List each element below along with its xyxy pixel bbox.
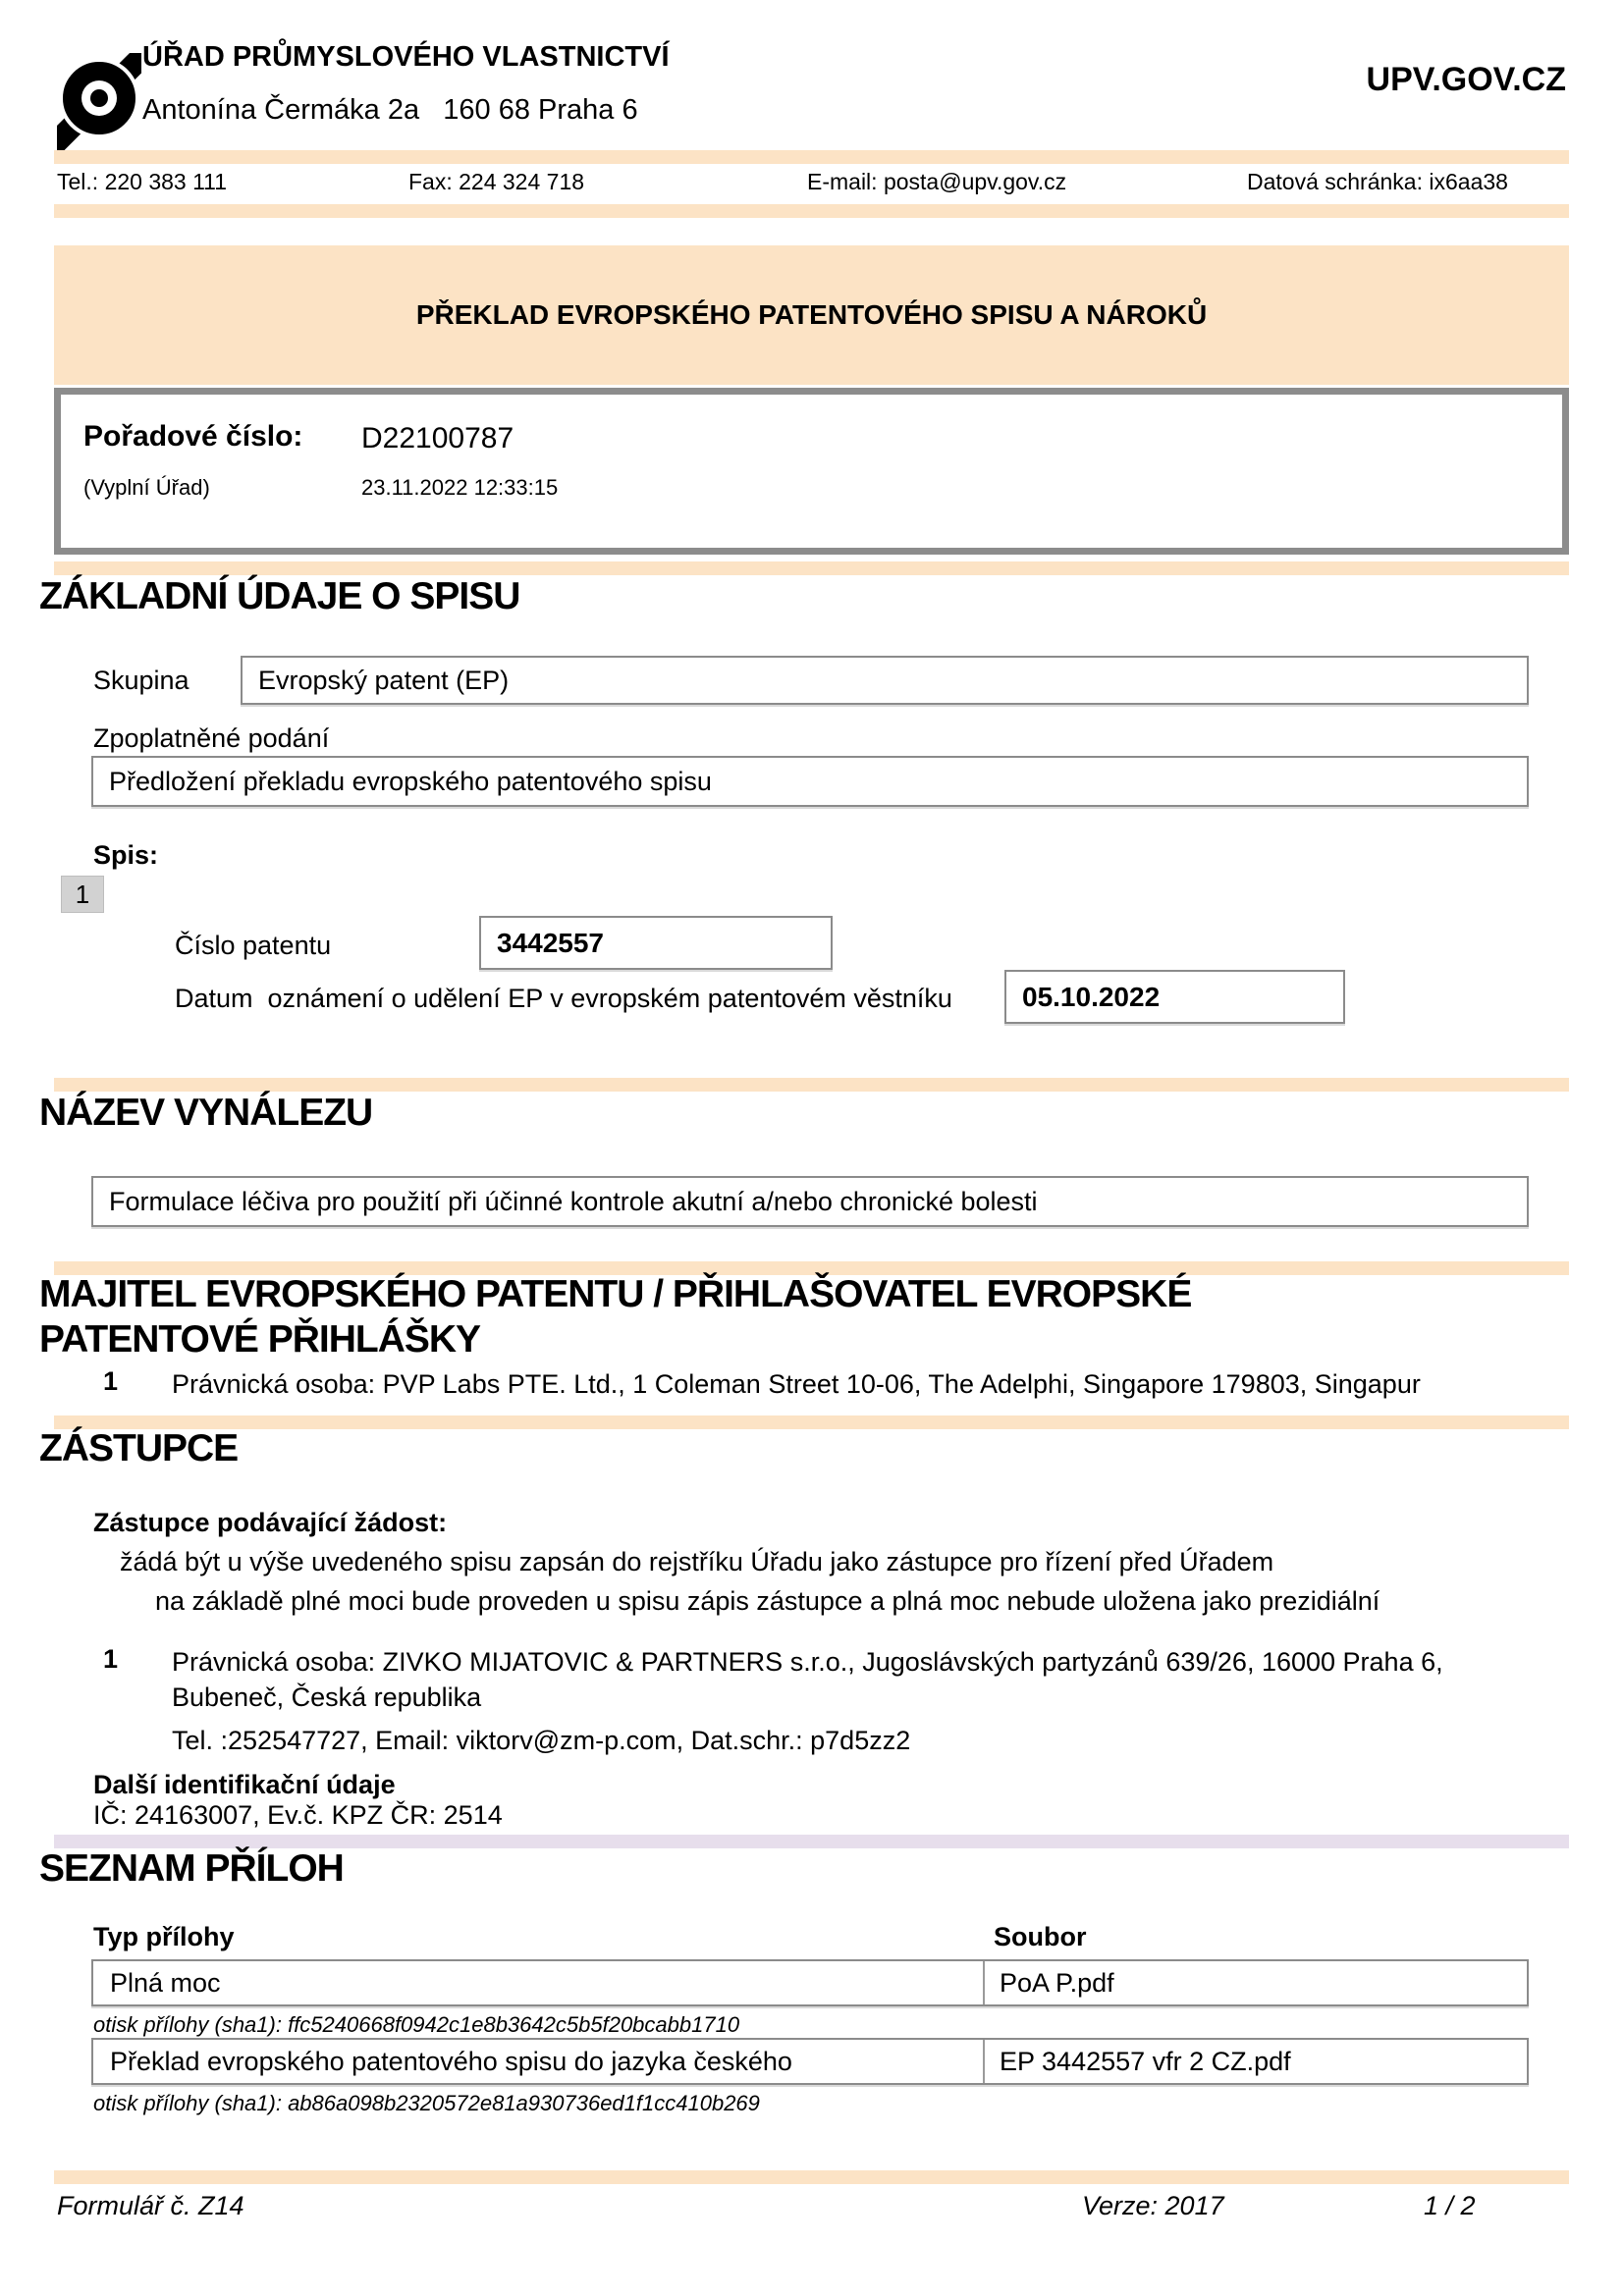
footer-page-number: 1 / 2 (1424, 2191, 1476, 2220)
form-title-banner (54, 245, 1569, 385)
grant-date-value: 05.10.2022 (1022, 981, 1161, 1012)
grant-date-field[interactable] (1004, 970, 1345, 1024)
basic-section-heading: ZÁKLADNÍ ÚDAJE O SPISU (39, 575, 520, 617)
spis-label: Spis: (93, 840, 159, 870)
serial-number-value: D22100787 (361, 422, 514, 454)
attachment-type-cell: Plná moc (93, 1961, 985, 2004)
fee-submission-label: Zpoplatněné podání (93, 723, 330, 753)
attachment-file-cell[interactable]: PoA P.pdf (1000, 1967, 1114, 1998)
representative-section-heading: ZÁSTUPCE (39, 1427, 239, 1469)
office-fills-note: (Vyplní Úřad) (83, 475, 210, 500)
section-bar-representative (54, 1415, 1569, 1429)
section-bar-attachments (54, 1835, 1569, 1848)
header-divider-bar-bottom (54, 204, 1569, 218)
representative-request-line1: žádá být u výše uvedeného spisu zapsán do rejstříku Úřadu jako zástupce pro řízení před Úřadem (120, 1547, 1274, 1576)
group-value: Evropský patent (EP) (258, 665, 510, 695)
patent-number-label: Číslo patentu (175, 931, 332, 960)
contact-tel: Tel.: 220 383 111 (57, 169, 228, 194)
other-ids-label: Další identifikační údaje (93, 1770, 396, 1799)
form-title: PŘEKLAD EVROPSKÉHO PATENTOVÉHO SPISU A NÁROKŮ (415, 299, 1208, 330)
attachment-type-cell: Překlad evropského patentového spisu do jazyka českého (93, 2040, 985, 2083)
contact-email: E-mail: posta@upv.gov.cz (807, 169, 1067, 194)
section-bar-basic (54, 561, 1569, 575)
attachment-file-cell[interactable]: EP 3442557 vfr 2 CZ.pdf (1000, 2046, 1291, 2076)
representative-contact: Tel. :252547727, Email: viktorv@zm-p.com, Dat.schr.: p7d5zz2 (172, 1726, 911, 1755)
contact-fax: Fax: 224 324 718 (408, 169, 585, 194)
contact-databox: Datová schránka: ix6aa38 (1247, 169, 1508, 194)
spis-index: 1 (75, 879, 90, 909)
spis-index-box (61, 876, 104, 913)
grant-date-label: Datum oznámení o udělení EP v evropském patentovém věstníku (175, 984, 952, 1013)
representative-subheading: Zástupce podávající žádost: (93, 1508, 448, 1537)
footer-form-number: Formulář č. Z14 (57, 2191, 244, 2220)
invention-title-field[interactable] (91, 1176, 1529, 1227)
attachments-col-type: Typ přílohy (93, 1922, 235, 1951)
group-label: Skupina (93, 666, 189, 695)
serial-number-label: Pořadové číslo: (83, 420, 303, 453)
invention-section-heading: NÁZEV VYNÁLEZU (39, 1092, 373, 1134)
org-address: Antonína Čermáka 2a 160 68 Praha 6 (142, 94, 638, 126)
footer-version: Verze: 2017 (1082, 2191, 1224, 2220)
org-name: ÚŘAD PRŮMYSLOVÉHO VLASTNICTVÍ (142, 41, 670, 73)
attachment-row (91, 1959, 1529, 2006)
owner-section-heading: MAJITEL EVROPSKÉHO PATENTU / PŘIHLAŠOVATEL EVROPSKÉ PATENTOVÉ PŘIHLÁŠKY (39, 1273, 1192, 1362)
owner-index: 1 (103, 1366, 119, 1396)
patent-number-value: 3442557 (497, 927, 605, 958)
attachment-sha1: otisk přílohy (sha1): ffc5240668f0942c1e8b3642c5b5f20bcabb1710 (93, 2012, 740, 2037)
org-website: UPV.GOV.CZ (1366, 61, 1566, 98)
fee-submission-value: Předložení překladu evropského patentového spisu (109, 766, 712, 796)
upv-logo-icon (57, 53, 141, 151)
attachment-sha1: otisk přílohy (sha1): ab86a098b2320572e81a930736ed1f1cc410b269 (93, 2091, 760, 2115)
header-divider-bar-top (54, 150, 1569, 164)
attachment-row (91, 2038, 1529, 2085)
owner-entry: Právnická osoba: PVP Labs PTE. Ltd., 1 Coleman Street 10-06, The Adelphi, Singapore 179803, Singapur (172, 1369, 1421, 1399)
fee-submission-field[interactable] (91, 756, 1529, 807)
patent-number-field[interactable] (479, 916, 833, 970)
representative-index: 1 (103, 1644, 119, 1674)
submission-timestamp: 23.11.2022 12:33:15 (361, 475, 559, 500)
invention-title-value: Formulace léčiva pro použití při účinné kontrole akutní a/nebo chronické bolesti (109, 1186, 1038, 1216)
group-field[interactable] (241, 656, 1529, 705)
serial-number-box (54, 388, 1569, 555)
attachments-section-heading: SEZNAM PŘÍLOH (39, 1847, 344, 1890)
section-bar-invention (54, 1078, 1569, 1092)
other-ids-value: IČ: 24163007, Ev.č. KPZ ČR: 2514 (93, 1800, 503, 1830)
representative-request-line2: na základě plné moci bude proveden u spisu zápis zástupce a plná moc nebude uložena jako prezidiální (155, 1586, 1380, 1616)
representative-entry: Právnická osoba: ZIVKO MIJATOVIC & PARTNERS s.r.o., Jugoslávských partyzánů 639/26, 16000 Praha 6, Bubeneč, Česká republika (172, 1647, 1443, 1713)
footer-divider-bar (54, 2170, 1569, 2184)
attachments-col-file: Soubor (994, 1922, 1087, 1951)
